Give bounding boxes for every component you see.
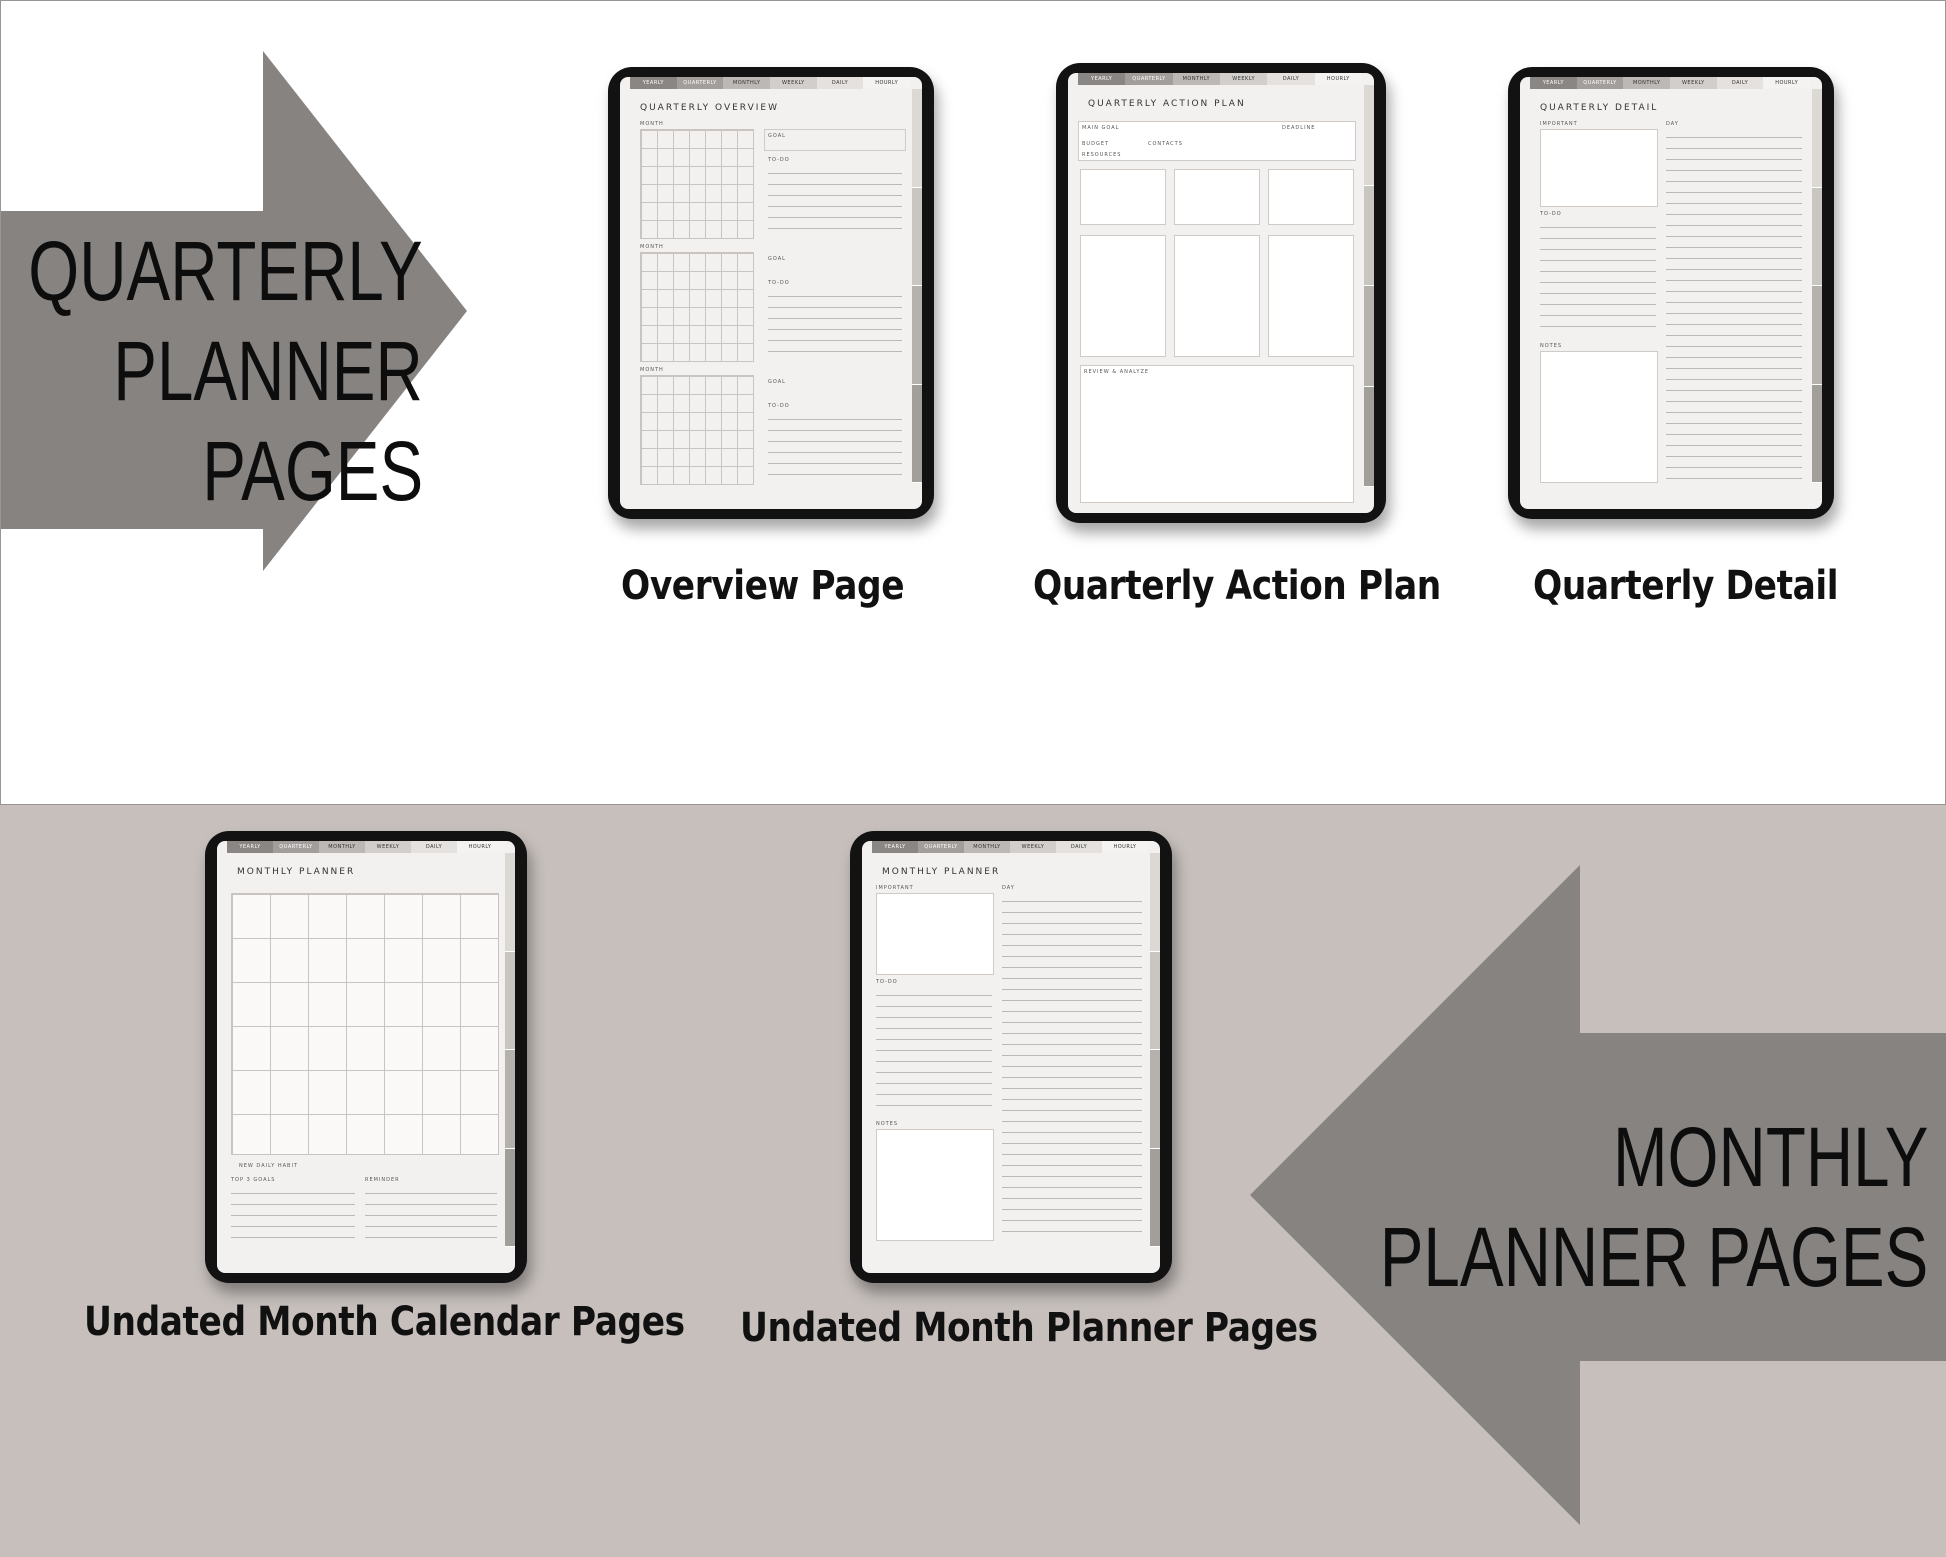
caption-action-plan: Quarterly Action Plan	[1033, 563, 1441, 609]
tab-monthly[interactable]: MONTHLY	[1623, 77, 1670, 89]
monthly-banner-line-2: PLANNER PAGES	[1379, 1210, 1928, 1304]
page-title: QUARTERLY OVERVIEW	[640, 103, 779, 113]
tablet-monthly-planner	[850, 831, 1172, 1283]
month-grid	[640, 375, 754, 485]
tab-bar	[872, 841, 1148, 853]
tab-monthly[interactable]: MONTHLY	[319, 841, 365, 853]
important-box	[1540, 129, 1658, 207]
deadline-label: DEADLINE	[1282, 125, 1316, 131]
calendar-grid	[231, 893, 499, 1155]
tab-daily[interactable]: DAILY	[411, 841, 457, 853]
side-tabs[interactable]	[1812, 89, 1822, 479]
tab-yearly[interactable]: YEARLY	[630, 77, 677, 89]
side-tabs[interactable]	[1364, 85, 1374, 483]
tablet-quarterly-action-plan	[1056, 63, 1386, 523]
tab-bar	[1530, 77, 1810, 89]
tab-weekly[interactable]: WEEKLY	[770, 77, 817, 89]
month-grid	[640, 252, 754, 362]
page-title: MONTHLY PLANNER	[882, 867, 1001, 877]
main-task-box	[1268, 169, 1354, 225]
tab-daily[interactable]: DAILY	[1717, 77, 1764, 89]
caption-month-planner: Undated Month Planner Pages	[740, 1305, 1318, 1351]
tablet-quarterly-overview	[608, 67, 934, 519]
quarterly-banner-line-3: PAGES	[202, 424, 423, 518]
quarterly-banner-line-1: QUARTERLY	[28, 224, 423, 318]
notes-box	[1540, 351, 1658, 483]
reminder-label: REMINDER	[365, 1177, 400, 1183]
tab-hourly[interactable]: HOURLY	[1102, 841, 1148, 853]
month-label: MONTH	[640, 367, 664, 373]
day-label: DAY	[1002, 885, 1015, 891]
monthly-banner-line-1: MONTHLY	[1612, 1110, 1928, 1204]
screen	[217, 841, 515, 1273]
tab-quarterly[interactable]: QUARTERLY	[1577, 77, 1624, 89]
tab-bar	[630, 77, 910, 89]
tab-daily[interactable]: DAILY	[817, 77, 864, 89]
main-task-box	[1174, 169, 1260, 225]
tab-weekly[interactable]: WEEKLY	[1670, 77, 1717, 89]
caption-month-calendar: Undated Month Calendar Pages	[84, 1299, 685, 1345]
tab-yearly[interactable]: YEARLY	[227, 841, 273, 853]
goal-label: GOAL	[768, 379, 786, 385]
tab-hourly[interactable]: HOURLY	[863, 77, 910, 89]
goal-label: GOAL	[768, 133, 786, 139]
monthly-section	[0, 805, 1946, 1557]
contacts-label: CONTACTS	[1148, 141, 1183, 147]
month-label: MONTH	[640, 121, 664, 127]
page-title: QUARTERLY ACTION PLAN	[1088, 99, 1246, 109]
tab-quarterly[interactable]: QUARTERLY	[918, 841, 964, 853]
important-label: IMPORTANT	[876, 885, 914, 891]
main-goal-label: MAIN GOAL	[1082, 125, 1120, 131]
side-tabs[interactable]	[505, 853, 515, 1243]
tab-monthly[interactable]: MONTHLY	[964, 841, 1010, 853]
tablet-quarterly-detail	[1508, 67, 1834, 519]
tab-weekly[interactable]: WEEKLY	[1010, 841, 1056, 853]
top-goals-label: TOP 3 GOALS	[231, 1177, 276, 1183]
tab-hourly[interactable]: HOURLY	[457, 841, 503, 853]
tab-bar	[227, 841, 503, 853]
side-tabs[interactable]	[1150, 853, 1160, 1243]
todo-label: TO-DO	[768, 157, 790, 163]
todo-lines	[768, 286, 902, 356]
tab-daily[interactable]: DAILY	[1056, 841, 1102, 853]
reminder-lines	[365, 1183, 497, 1243]
tab-monthly[interactable]: MONTHLY	[723, 77, 770, 89]
month-label: MONTH	[640, 244, 664, 250]
caption-overview: Overview Page	[621, 563, 905, 609]
budget-label: BUDGET	[1082, 141, 1110, 147]
tab-monthly[interactable]: MONTHLY	[1173, 73, 1220, 85]
main-task-box	[1080, 169, 1166, 225]
screen	[620, 77, 922, 509]
tab-quarterly[interactable]: QUARTERLY	[677, 77, 724, 89]
tab-quarterly[interactable]: QUARTERLY	[273, 841, 319, 853]
tab-hourly[interactable]: HOURLY	[1763, 77, 1810, 89]
tab-yearly[interactable]: YEARLY	[1078, 73, 1125, 85]
screen	[1520, 77, 1822, 509]
caption-detail: Quarterly Detail	[1533, 563, 1839, 609]
page-title: MONTHLY PLANNER	[237, 867, 356, 877]
goal-label: GOAL	[768, 256, 786, 262]
screen	[1068, 73, 1374, 513]
tab-yearly[interactable]: YEARLY	[1530, 77, 1577, 89]
tab-quarterly[interactable]: QUARTERLY	[1125, 73, 1172, 85]
side-tabs[interactable]	[912, 89, 922, 479]
todo-lines	[1540, 217, 1656, 337]
steps-box	[1174, 235, 1260, 357]
day-lines	[1666, 127, 1802, 479]
tab-hourly[interactable]: HOURLY	[1315, 73, 1362, 85]
review-box	[1080, 365, 1354, 503]
todo-label: TO-DO	[1540, 211, 1562, 217]
goal-box	[764, 129, 906, 151]
review-label: REVIEW & ANALYZE	[1084, 369, 1150, 375]
resources-label: RESOURCES	[1082, 152, 1122, 158]
tab-bar	[1078, 73, 1362, 85]
quarterly-banner-line-2: PLANNER	[113, 324, 423, 418]
tablet-monthly-calendar	[205, 831, 527, 1283]
todo-lines	[876, 985, 992, 1115]
notes-box	[876, 1129, 994, 1241]
todo-label: TO-DO	[768, 280, 790, 286]
steps-box	[1080, 235, 1166, 357]
todo-label: TO-DO	[876, 979, 898, 985]
page-title: QUARTERLY DETAIL	[1540, 103, 1659, 113]
important-label: IMPORTANT	[1540, 121, 1578, 127]
tab-weekly[interactable]: WEEKLY	[1220, 73, 1267, 85]
steps-box	[1268, 235, 1354, 357]
notes-label: NOTES	[1540, 343, 1563, 349]
goals-lines	[231, 1183, 355, 1243]
tab-weekly[interactable]: WEEKLY	[365, 841, 411, 853]
screen	[862, 841, 1160, 1273]
day-lines	[1002, 891, 1142, 1241]
notes-label: NOTES	[876, 1121, 899, 1127]
todo-lines	[768, 163, 902, 233]
tab-daily[interactable]: DAILY	[1267, 73, 1314, 85]
habit-label: NEW DAILY HABIT	[239, 1163, 298, 1169]
todo-label: TO-DO	[768, 403, 790, 409]
todo-lines	[768, 409, 902, 479]
important-box	[876, 893, 994, 975]
month-grid	[640, 129, 754, 239]
tab-yearly[interactable]: YEARLY	[872, 841, 918, 853]
day-label: DAY	[1666, 121, 1679, 127]
